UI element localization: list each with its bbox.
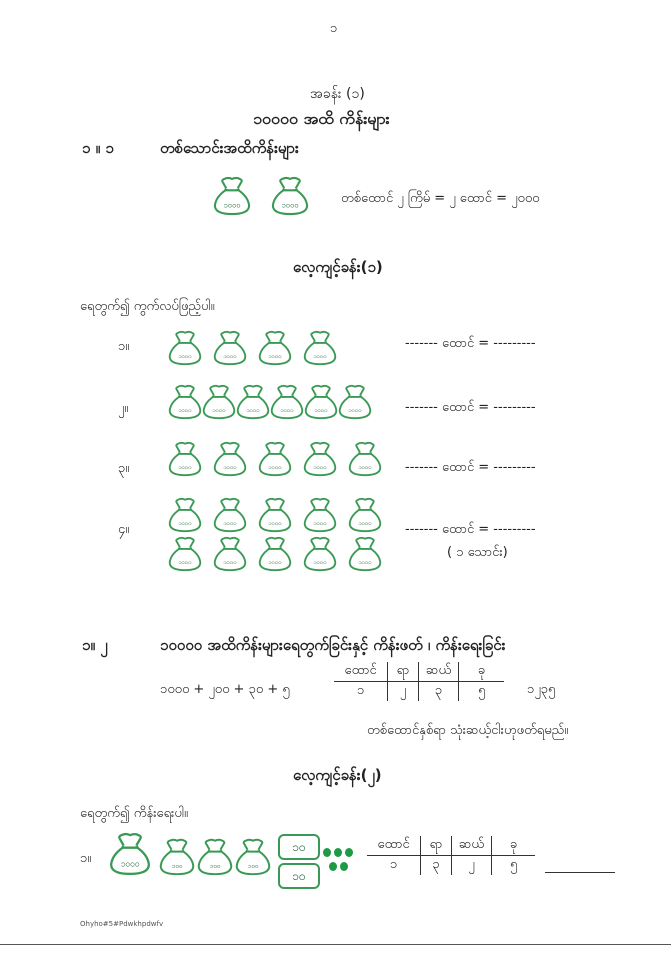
bag-label: ၁၀၀၀ <box>178 559 192 567</box>
place-header-thousands: ထောင် <box>334 662 388 682</box>
bag-label: ၁၀၀၀ <box>280 407 294 415</box>
bag-label: ၁၀၀၀ <box>268 520 282 528</box>
bag-label: ၁၀၀၀ <box>178 353 192 361</box>
bag-label: ၁၀၀၀ <box>313 464 327 472</box>
money-bag-icon <box>348 497 382 533</box>
bag-label: ၁၀၀၀ <box>178 520 192 528</box>
money-bag-icon <box>304 384 338 420</box>
money-bag-icon <box>213 497 247 533</box>
section-1-2-expansion: ၁၀၀၀ + ၂၀၀ + ၃၀ + ၅ <box>160 682 290 697</box>
exercise-2-answer-line[interactable] <box>545 872 615 873</box>
money-bag-icon <box>348 441 382 477</box>
place-header-hundreds: ရာ <box>388 662 418 682</box>
money-bag-icon <box>271 176 309 216</box>
bag-label: ၁၀၀၀ <box>178 464 192 472</box>
money-bag-icon <box>213 441 247 477</box>
page-bottom-rule <box>0 944 671 945</box>
unit-dot <box>345 848 353 857</box>
money-bag-icon <box>303 330 337 366</box>
bag-label: ၁၀၀၀ <box>348 407 362 415</box>
ex2-place-value-ones: ၅ <box>492 856 535 876</box>
section-1-1-title: တစ်သောင်းအထိကိန်းများ <box>160 139 299 157</box>
bag-label: ၁၀၀၀ <box>223 464 237 472</box>
exercise-1-item-4-answer[interactable]: ------- ထောင် = --------- <box>405 522 536 537</box>
bag-label: ၁၀၀၀ <box>358 520 372 528</box>
big-money-bag-icon <box>108 832 152 876</box>
money-bag-icon <box>168 384 202 420</box>
exercise-1-item-2-answer[interactable]: ------- ထောင် = --------- <box>405 400 536 415</box>
ex2-place-header-tens: ဆယ် <box>451 836 492 856</box>
bag-label: ၁၀၀၀ <box>358 559 372 567</box>
place-value-tens: ၃ <box>418 682 459 702</box>
bag-label: ၁၀၀၀ <box>246 407 260 415</box>
section-1-2-number: ၁။ ၂ <box>82 636 108 654</box>
money-bag-icon <box>303 441 337 477</box>
exercise-1-item-3-answer[interactable]: ------- ထောင် = --------- <box>405 460 536 475</box>
chapter-title: ၁၀၀၀၀ အထိ ကိန်းများ <box>253 109 390 128</box>
bag-label: ၁၀၀၀ <box>223 520 237 528</box>
ex2-place-value-tens: ၂ <box>451 856 492 876</box>
section-1-2-note: တစ်ထောင်နှစ်ရာ သုံးဆယ့်ငါးဟုဖတ်ရမည်။ <box>367 723 569 738</box>
small-money-bag-icon <box>158 838 196 876</box>
footer-text: Ohyho#5#Pdwkhpdwfv <box>80 920 164 928</box>
place-header-ones: ခု <box>459 662 504 682</box>
money-bag-icon <box>236 384 270 420</box>
section-1-2-result: ၁၂၃၅ <box>527 682 556 697</box>
money-bag-icon <box>303 536 337 572</box>
bag-label: ၁၀၀၀ <box>178 407 192 415</box>
section-1-2-place-table <box>334 662 504 701</box>
bag-label: ၁၀၀ <box>247 862 259 870</box>
small-money-bag-icon <box>234 838 272 876</box>
exercise-1-title: လေ့ကျင့်ခန်း(၁) <box>293 258 383 276</box>
unit-dot <box>329 862 337 871</box>
bag-label: ၁၀၀၀ <box>313 559 327 567</box>
money-bag-icon <box>348 536 382 572</box>
ex2-place-header-ones: ခု <box>492 836 535 856</box>
money-bag-icon <box>202 384 236 420</box>
ex2-place-value-hundreds: ၃ <box>421 856 451 876</box>
exercise-2-title: လေ့ကျင့်ခန်း(၂) <box>293 766 382 784</box>
money-bag-icon <box>258 441 292 477</box>
tens-box: ၁၀ <box>278 834 320 860</box>
unit-dot <box>323 848 331 857</box>
unit-dot <box>334 848 342 857</box>
money-bag-icon <box>168 497 202 533</box>
bag-label: ၁၀၀၀ <box>281 200 299 210</box>
money-bag-icon <box>258 330 292 366</box>
exercise-1-item-4-note: ( ၁ သောင်း) <box>447 545 508 560</box>
ex2-place-header-hundreds: ရာ <box>421 836 451 856</box>
bag-label: ၁၀၀၀ <box>268 559 282 567</box>
bag-label: ၁၀၀ <box>209 862 221 870</box>
exercise-1-instruction: ရေတွက်၍ ကွက်လပ်ဖြည့်ပါ။ <box>80 299 215 314</box>
money-bag-icon <box>270 384 304 420</box>
place-header-tens: ဆယ် <box>418 662 459 682</box>
money-bag-icon <box>258 536 292 572</box>
bag-label: ၁၀၀ <box>171 862 183 870</box>
exercise-1-item-4-number: ၄။ <box>118 522 130 537</box>
unit-dot <box>340 862 348 871</box>
bag-label: ၁၀၀၀ <box>314 407 328 415</box>
place-value-thousands: ၁ <box>356 683 365 698</box>
exercise-1-item-3-number: ၃။ <box>118 461 130 476</box>
bag-label: ၁၀၀၀ <box>223 200 241 210</box>
small-money-bag-icon <box>196 838 234 876</box>
section-1-2-title: ၁၀၀၀၀ အထိကိန်းများရေတွက်ခြင်းနှင့် ကိန်းဖတ် ၊ ကိန်းရေးခြင်း <box>160 636 506 654</box>
bag-label: ၁၀၀၀ <box>268 464 282 472</box>
ex2-place-value-thousands: ၁ <box>389 857 398 872</box>
exercise-1-item-1-answer[interactable]: ------- ထောင် = --------- <box>405 336 536 351</box>
bag-label: ၁၀၀၀ <box>313 520 327 528</box>
money-bag-icon <box>213 176 251 216</box>
exercise-1-item-1-number: ၁။ <box>118 339 130 354</box>
section-1-1-number: ၁ ။ ၁ <box>82 139 114 157</box>
bag-label: ၁၀၀၀ <box>212 407 226 415</box>
place-value-ones: ၅ <box>459 682 504 702</box>
example-equation: တစ်ထောင် ၂ ကြိမ် = ၂ ထောင် = ၂၀၀၀ <box>341 191 540 206</box>
bag-label: ၁၀၀၀ <box>313 353 327 361</box>
chapter-label: အခန်း (၁) <box>310 86 365 102</box>
bag-label: ၁၀၀၀ <box>268 353 282 361</box>
money-bag-icon <box>213 330 247 366</box>
money-bag-icon <box>303 497 337 533</box>
exercise-2-instruction: ရေတွက်၍ ကိန်းရေးပါ။ <box>80 806 188 821</box>
bag-label: ၁၀၀၀ <box>223 353 237 361</box>
money-bag-icon <box>168 441 202 477</box>
bag-label: ၁၀၀၀ <box>223 559 237 567</box>
bag-label: ၁၀၀၀ <box>120 858 140 869</box>
tens-box: ၁၀ <box>278 863 320 889</box>
money-bag-icon <box>258 497 292 533</box>
money-bag-icon <box>168 330 202 366</box>
exercise-1-item-2-number: ၂။ <box>118 401 129 416</box>
place-value-hundreds: ၂ <box>388 682 418 702</box>
money-bag-icon <box>213 536 247 572</box>
ex2-place-header-thousands: ထောင် <box>367 836 421 856</box>
exercise-2-item-number: ၁။ <box>80 851 92 866</box>
bag-label: ၁၀၀၀ <box>358 464 372 472</box>
money-bag-icon <box>338 384 372 420</box>
money-bag-icon <box>168 536 202 572</box>
exercise-2-place-table <box>367 836 535 875</box>
page-number: ၁ <box>330 21 338 36</box>
